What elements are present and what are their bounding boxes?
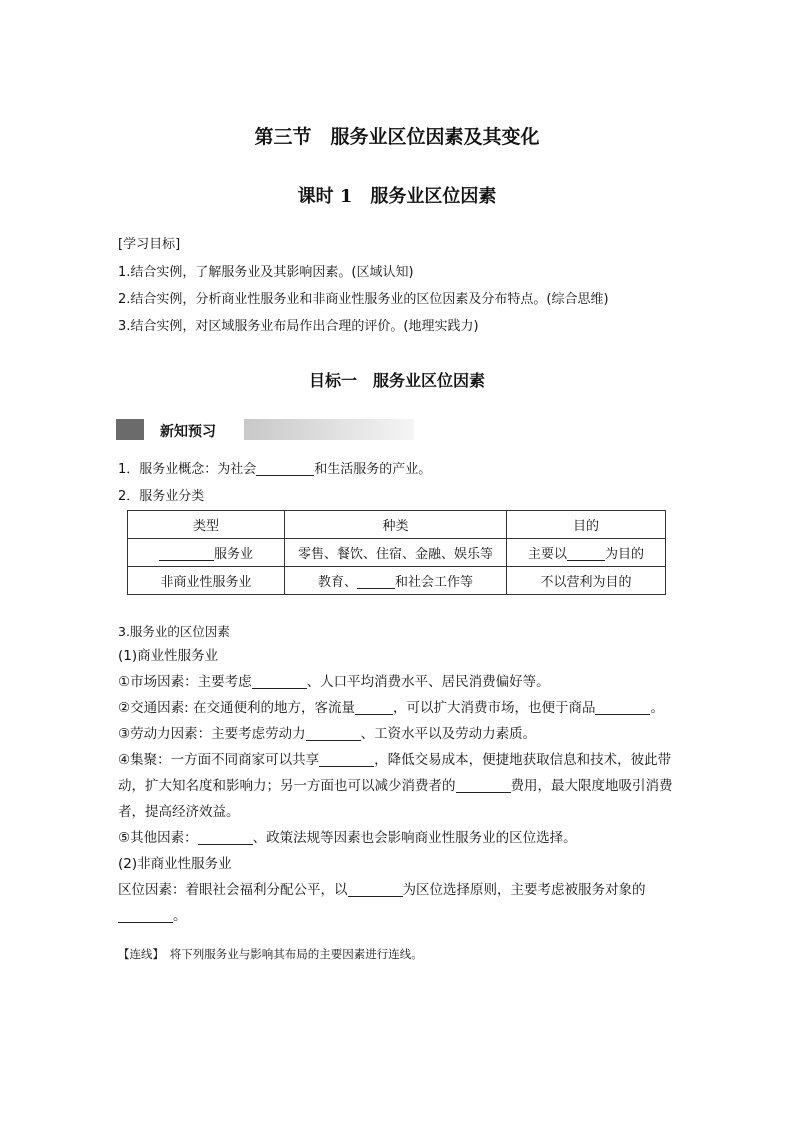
question-2: 2．服务业分类	[118, 489, 205, 504]
answer-blank	[159, 547, 214, 561]
banner-label: 新知预习	[160, 424, 216, 440]
location-factors: (1)商业性服务业 ①市场因素：主要考虑 、人口平均消费水平、居民消费偏好等。 ②交通因素: 在交通便利的地方，客流量 ，可以扩大消费市场，也便于商品 。 ③劳动力因素：主要考虑劳动力 、工资水平以及劳动力素质。 ④集聚：一方面不同商家可以共享 ，降低交易成本，便捷地获取信息和技术，彼此带动，扩大知名度和影响力；另一方面也可以减少消费者的 费用，最大限度地吸引消费者，提高经济效益。 ⑤其他因素： 、政策法规等因素也会影响商业性服务业的区位选择。 (2)非商业性服务业 区位因素：着眼社会福利分配公平，以 为区位选择原则，主要考虑被服务对象的。	[118, 648, 673, 924]
goal-heading: 目标一 服务业区位因素	[308, 371, 485, 390]
question-3: 3.服务业的区位因素	[118, 624, 230, 639]
lesson-title: 课时 1 服务业区位因素	[297, 186, 497, 207]
table-row: 非商业性服务业 教育、 和社会工作等 不以营利为目的	[128, 567, 666, 595]
matching-instruction: 【连线】 将下列服务业与影响其布局的主要因素进行连线。	[118, 947, 423, 961]
header-kind: 种类	[285, 511, 507, 539]
answer-blank	[357, 575, 395, 589]
preview-banner	[116, 419, 414, 440]
question-1: 1．服务业概念：为社会 和生活服务的产业。	[118, 462, 432, 477]
section-title: 第三节 服务业区位因素及其变化	[254, 126, 540, 148]
objectives-heading: [学习目标]	[118, 237, 181, 252]
header-type: 类型	[128, 511, 285, 539]
service-classification-table	[127, 510, 666, 595]
header-purpose: 目的	[507, 511, 666, 539]
answer-blank	[256, 462, 314, 476]
objective-item: 3.结合实例，对区域服务业布局作出合理的评价。(地理实践力)	[118, 319, 479, 334]
objective-item: 1.结合实例，了解服务业及其影响因素。(区域认知)	[118, 265, 414, 280]
table-row: 服务业 零售、餐饮、住宿、金融、娱乐等 主要以 为目的	[128, 539, 666, 567]
objective-item: 2.结合实例，分析商业性服务业和非商业性服务业的区位因素及分布特点。(综合思维)	[118, 292, 609, 307]
answer-blank	[567, 547, 605, 561]
